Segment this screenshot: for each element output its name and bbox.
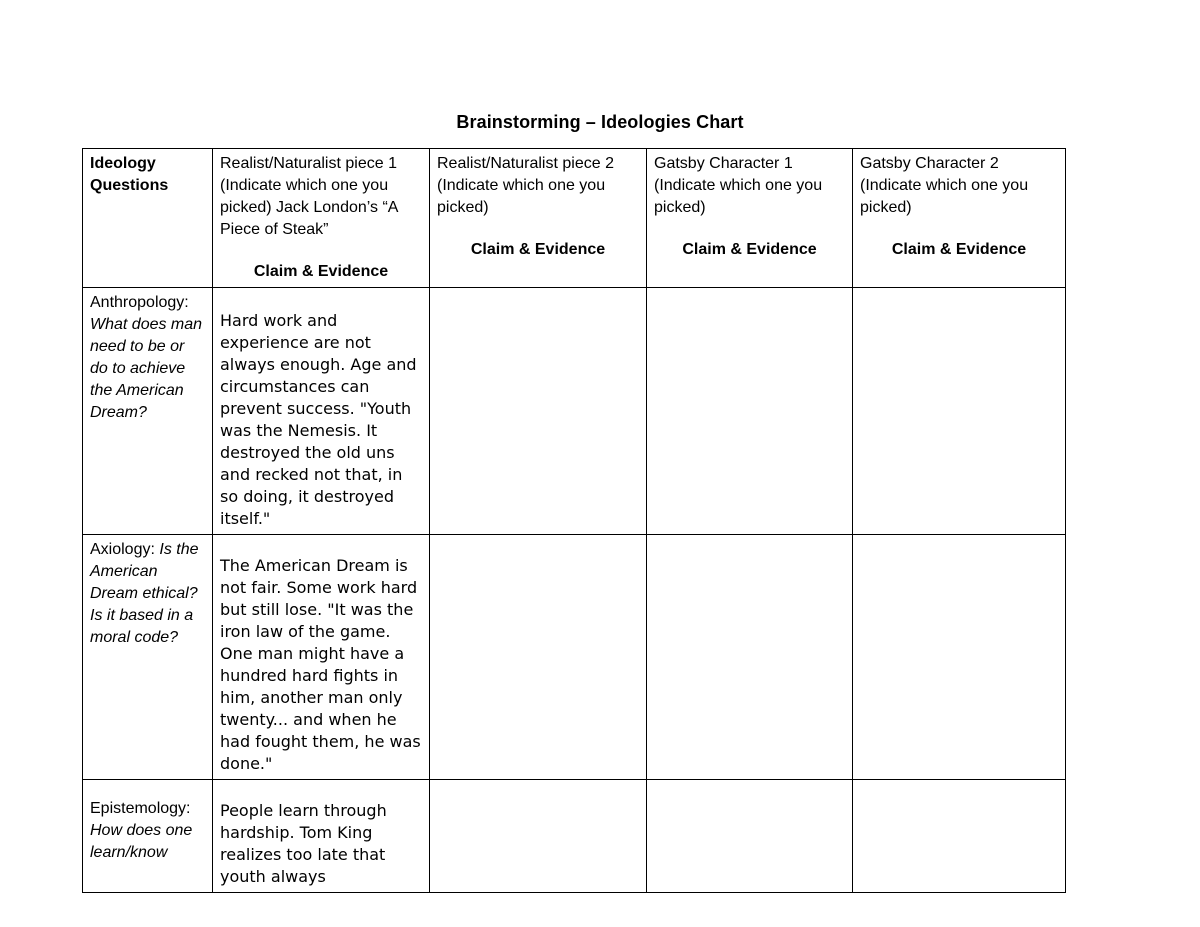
header-realist-piece-2-claim: Claim & Evidence — [470, 241, 606, 258]
question-text: Is the American Dream ethical? Is it based in a moral code? — [90, 541, 199, 646]
answer-cell-gatsby-character-1[interactable] — [647, 288, 853, 535]
question-text: How does one learn/know — [90, 822, 193, 861]
header-row — [83, 149, 1066, 288]
question-term: Epistemology: — [90, 800, 191, 817]
question-term: Anthropology: — [90, 294, 189, 311]
header-realist-piece-1-text: Realist/Naturalist piece 1 (Indicate which one you picked) Jack London’s “A Piece of Steak” — [220, 155, 398, 238]
header-gatsby-character-2-claim: Claim & Evidence — [891, 241, 1027, 258]
header-gatsby-character-1-text: Gatsby Character 1 (Indicate which one you picked) — [654, 155, 823, 216]
header-gatsby-character-2-text: Gatsby Character 2 (Indicate which one you picked) — [860, 155, 1029, 216]
answer-cell-gatsby-character-2[interactable] — [853, 288, 1066, 535]
answer-cell-realist-piece-2[interactable] — [430, 780, 647, 893]
answer-cell-gatsby-character-2[interactable] — [853, 780, 1066, 893]
answer-cell-realist-piece-1[interactable]: People learn through hardship. Tom King realizes too late that youth always — [213, 780, 430, 893]
answer-cell-realist-piece-1[interactable]: The American Dream is not fair. Some work hard but still lose. "It was the iron law of the game. One man might have a hundred hard fights in him, another man only twenty... and when he had fought them, he was done." — [213, 535, 430, 780]
header-cell-ideology-questions — [83, 149, 213, 288]
question-text: What does man need to be or do to achieve the American Dream? — [90, 316, 203, 421]
header-cell-realist-piece-2 — [430, 149, 647, 288]
question-term: Axiology: — [90, 541, 155, 558]
header-ideology-label: Ideology — [90, 155, 156, 172]
page-title: Brainstorming – Ideologies Chart — [456, 112, 744, 132]
header-cell-gatsby-character-2 — [853, 149, 1066, 288]
question-cell-epistemology — [83, 780, 213, 893]
table-row-anthropology — [83, 288, 1066, 535]
answer-cell-gatsby-character-1[interactable] — [647, 780, 853, 893]
header-realist-piece-2-text: Realist/Naturalist piece 2 (Indicate which one you picked) — [437, 155, 614, 216]
header-cell-gatsby-character-1 — [647, 149, 853, 288]
header-realist-piece-1-claim: Claim & Evidence — [253, 263, 389, 280]
answer-cell-gatsby-character-1[interactable] — [647, 535, 853, 780]
ideologies-chart-table — [82, 148, 1066, 893]
header-gatsby-character-1-claim: Claim & Evidence — [682, 241, 817, 258]
answer-cell-realist-piece-2[interactable] — [430, 535, 647, 780]
header-cell-realist-piece-1 — [213, 149, 430, 288]
table-row-axiology — [83, 535, 1066, 780]
question-cell-axiology — [83, 535, 213, 780]
answer-cell-gatsby-character-2[interactable] — [853, 535, 1066, 780]
answer-cell-realist-piece-2[interactable] — [430, 288, 647, 535]
answer-cell-realist-piece-1[interactable]: Hard work and experience are not always enough. Age and circumstances can prevent success. "Youth was the Nemesis. It destroyed the old uns and recked not that, in so doing, it destroyed itself." — [213, 288, 430, 535]
header-questions-label: Questions — [90, 177, 169, 194]
table-row-epistemology — [83, 780, 1066, 893]
question-cell-anthropology — [83, 288, 213, 535]
